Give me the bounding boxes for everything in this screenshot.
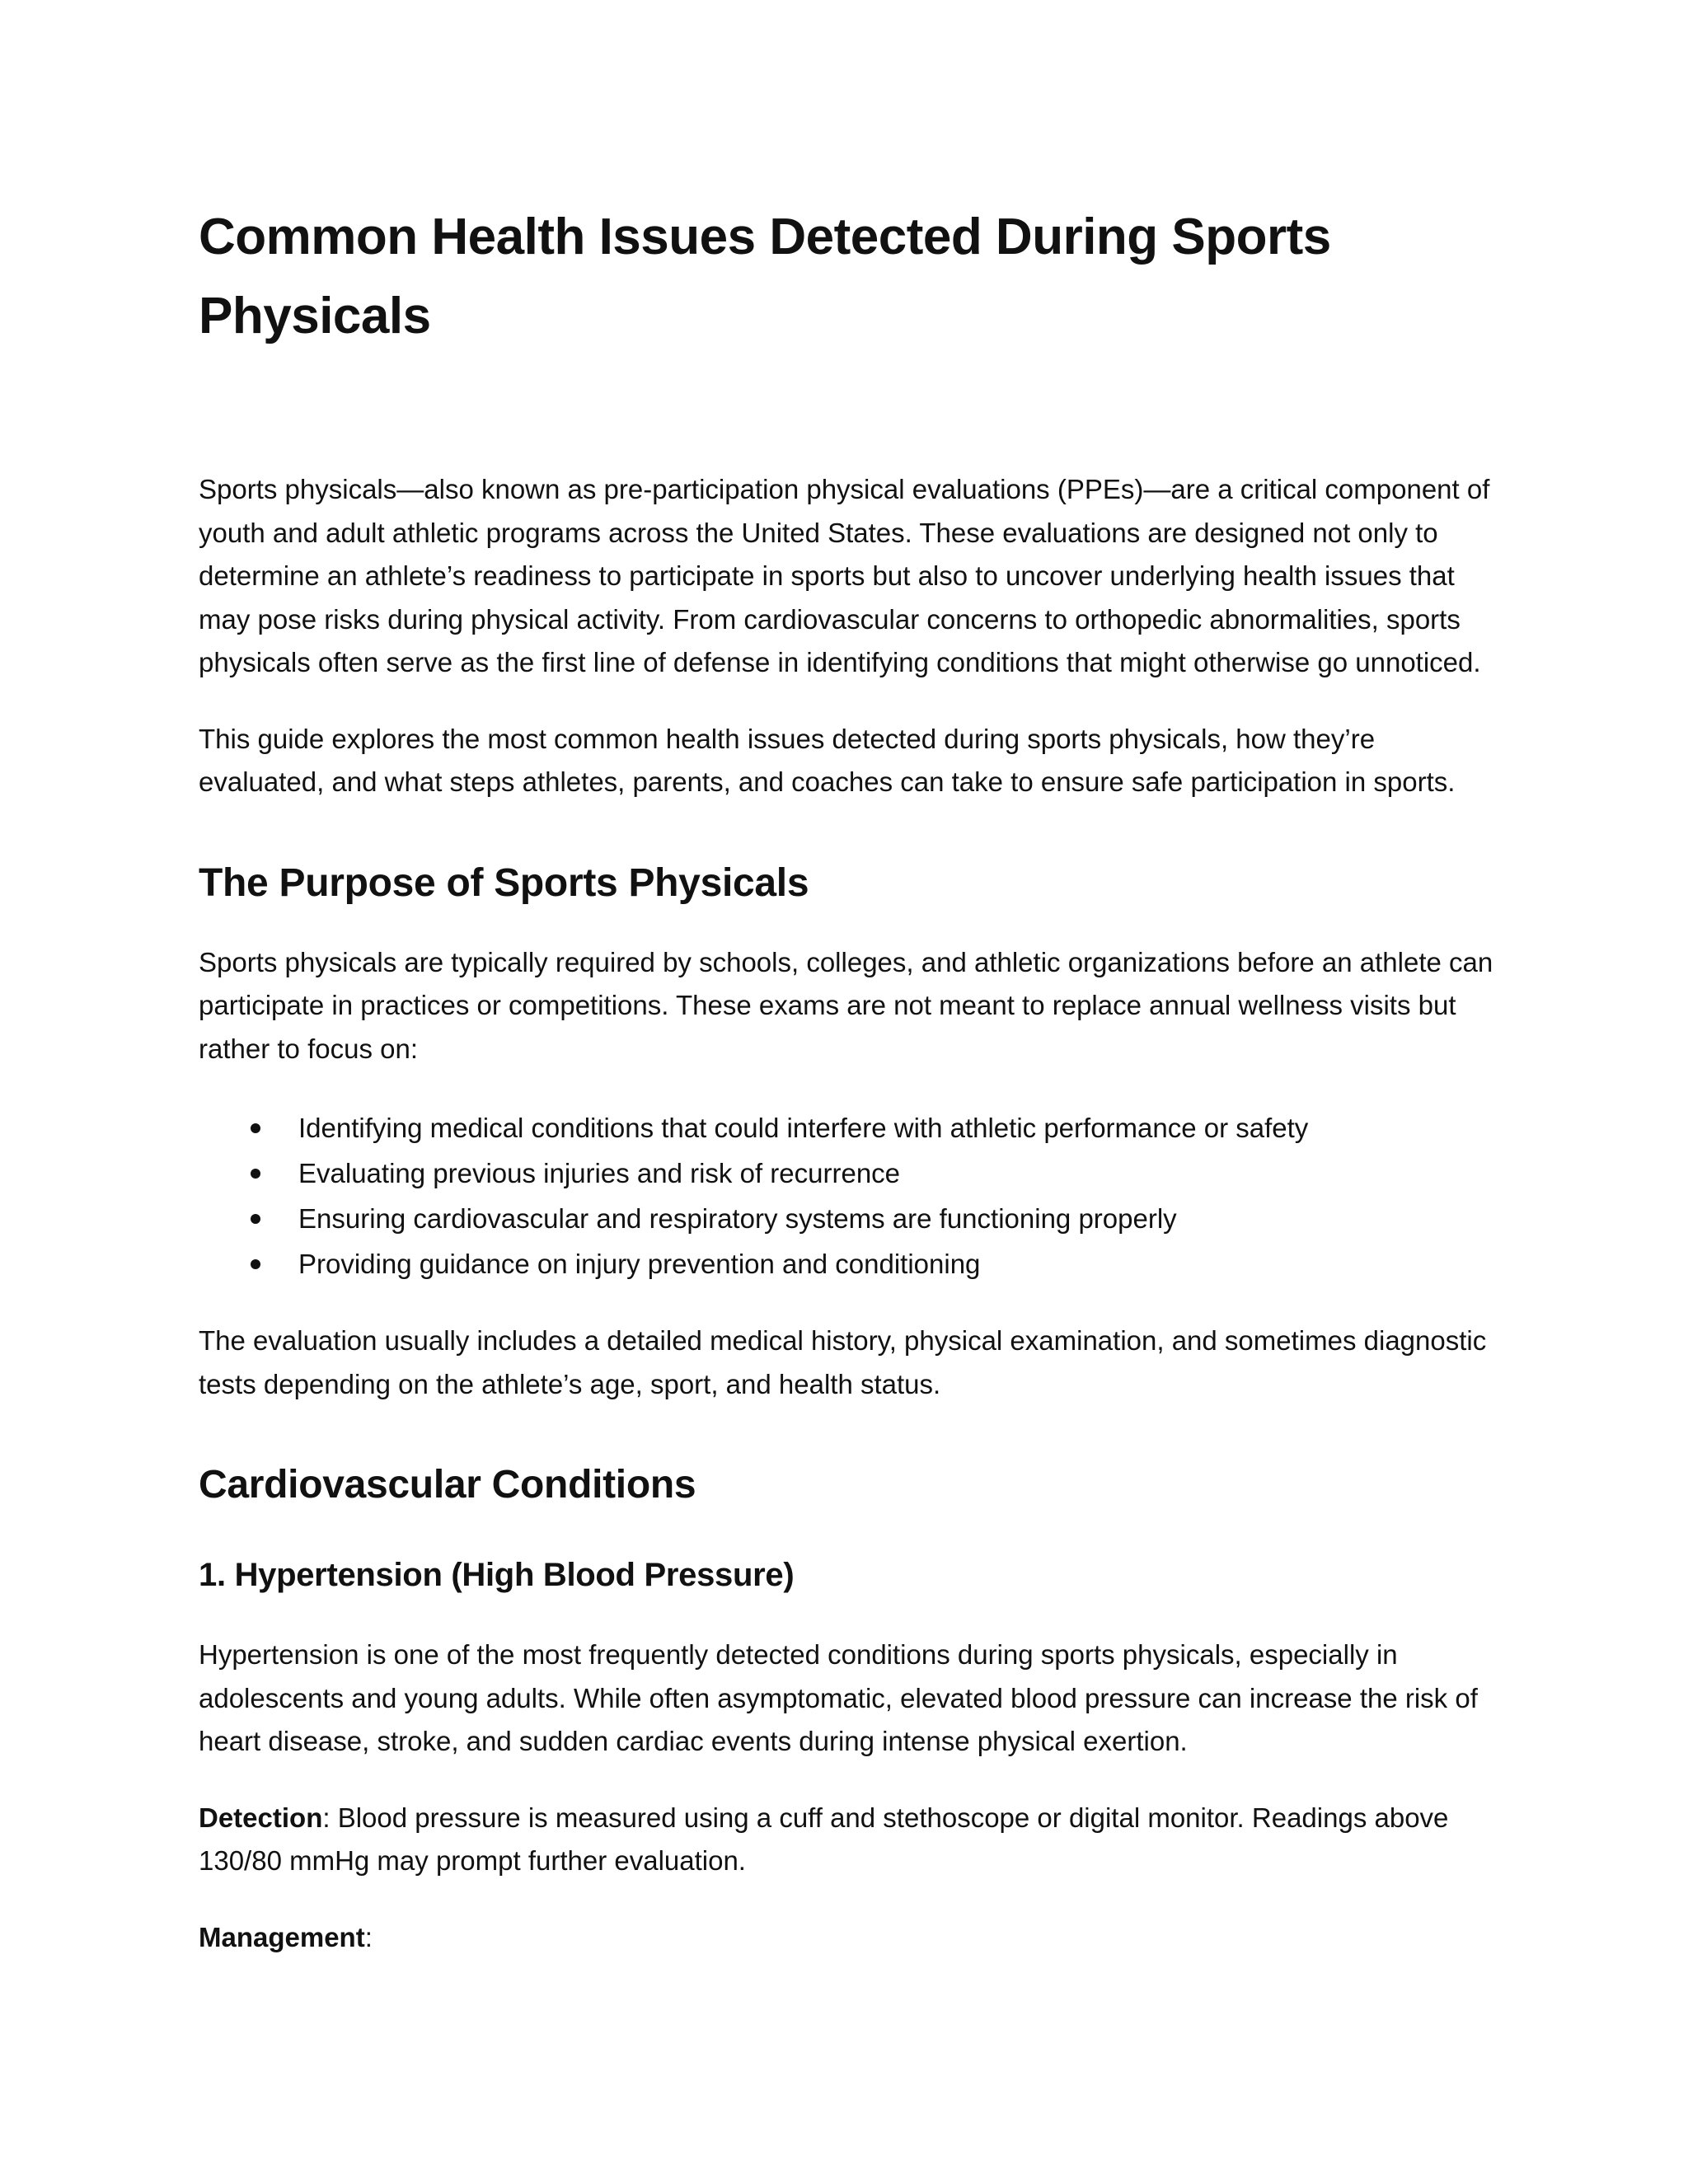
list-item — [199, 1151, 1501, 1196]
detection-paragraph — [199, 1797, 1501, 1883]
document-body — [199, 198, 1501, 1959]
list-item-text: Ensuring cardiovascular and respiratory systems are functioning properly — [298, 1203, 1177, 1234]
intro-paragraph-2: This guide explores the most common health issues detected during sports physicals, how they’re evaluated, and what steps athletes, parents, and coaches can take to ensure safe participation in sports. — [199, 723, 1456, 797]
list-item — [199, 1105, 1501, 1151]
management-text: : — [364, 1921, 373, 1952]
detection-label: Detection — [199, 1802, 323, 1833]
list-item-text: Evaluating previous injuries and risk of recurrence — [298, 1158, 901, 1188]
document-title: Common Health Issues Detected During Sports Physicals — [199, 209, 1331, 344]
bullet-dot-icon — [251, 1259, 260, 1269]
hypertension-paragraph: Hypertension is one of the most frequently detected conditions during sports physicals, especially in adolescents and young adults. While often asymptomatic, elevated blood pressure can increase the risk of heart disease, stroke, and sudden cardiac events during intense physical exertion. — [199, 1639, 1478, 1756]
list-item-text: Providing guidance on injury prevention and conditioning — [298, 1249, 981, 1279]
purpose-paragraph: Sports physicals are typically required by schools, colleges, and athletic organizations before an athlete can participate in practices or competitions. These exams are not meant to replace annual wellness visits but rather to focus on: — [199, 946, 1493, 1064]
intro-paragraph-1: Sports physicals—also known as pre-participation physical evaluations (PPEs)—are a critical component of youth and adult athletic programs across the United States. These evaluations are designed not only to determine an athlete’s readiness to participate in sports but also to uncover underlying health issues that may pose risks during physical activity. From cardiovascular concerns to orthopedic abnormalities, sports physicals often serve as the first line of defense in identifying conditions that might otherwise go unnoticed. — [199, 474, 1490, 677]
list-item-text: Identifying medical conditions that could interfere with athletic performance or safety — [298, 1113, 1309, 1143]
bullet-dot-icon — [251, 1169, 260, 1179]
purpose-bullet-list — [199, 1105, 1501, 1286]
list-item — [199, 1196, 1501, 1241]
section-heading-purpose: The Purpose of Sports Physicals — [199, 860, 809, 905]
bullet-dot-icon — [251, 1123, 260, 1133]
evaluation-paragraph: The evaluation usually includes a detailed medical history, physical examination, and sometimes diagnostic tests depending on the athlete’s age, sport, and health status. — [199, 1325, 1487, 1399]
management-label: Management — [199, 1921, 365, 1952]
section-heading-cardiovascular: Cardiovascular Conditions — [199, 1463, 696, 1507]
list-item — [199, 1241, 1501, 1286]
bullet-dot-icon — [251, 1214, 260, 1224]
management-paragraph — [199, 1916, 1501, 1960]
subsection-heading-hypertension: 1. Hypertension (High Blood Pressure) — [199, 1557, 795, 1593]
detection-text: : Blood pressure is measured using a cuff and stethoscope or digital monitor. Readings above 130/80 mmHg may prompt further evaluation. — [199, 1802, 1449, 1876]
